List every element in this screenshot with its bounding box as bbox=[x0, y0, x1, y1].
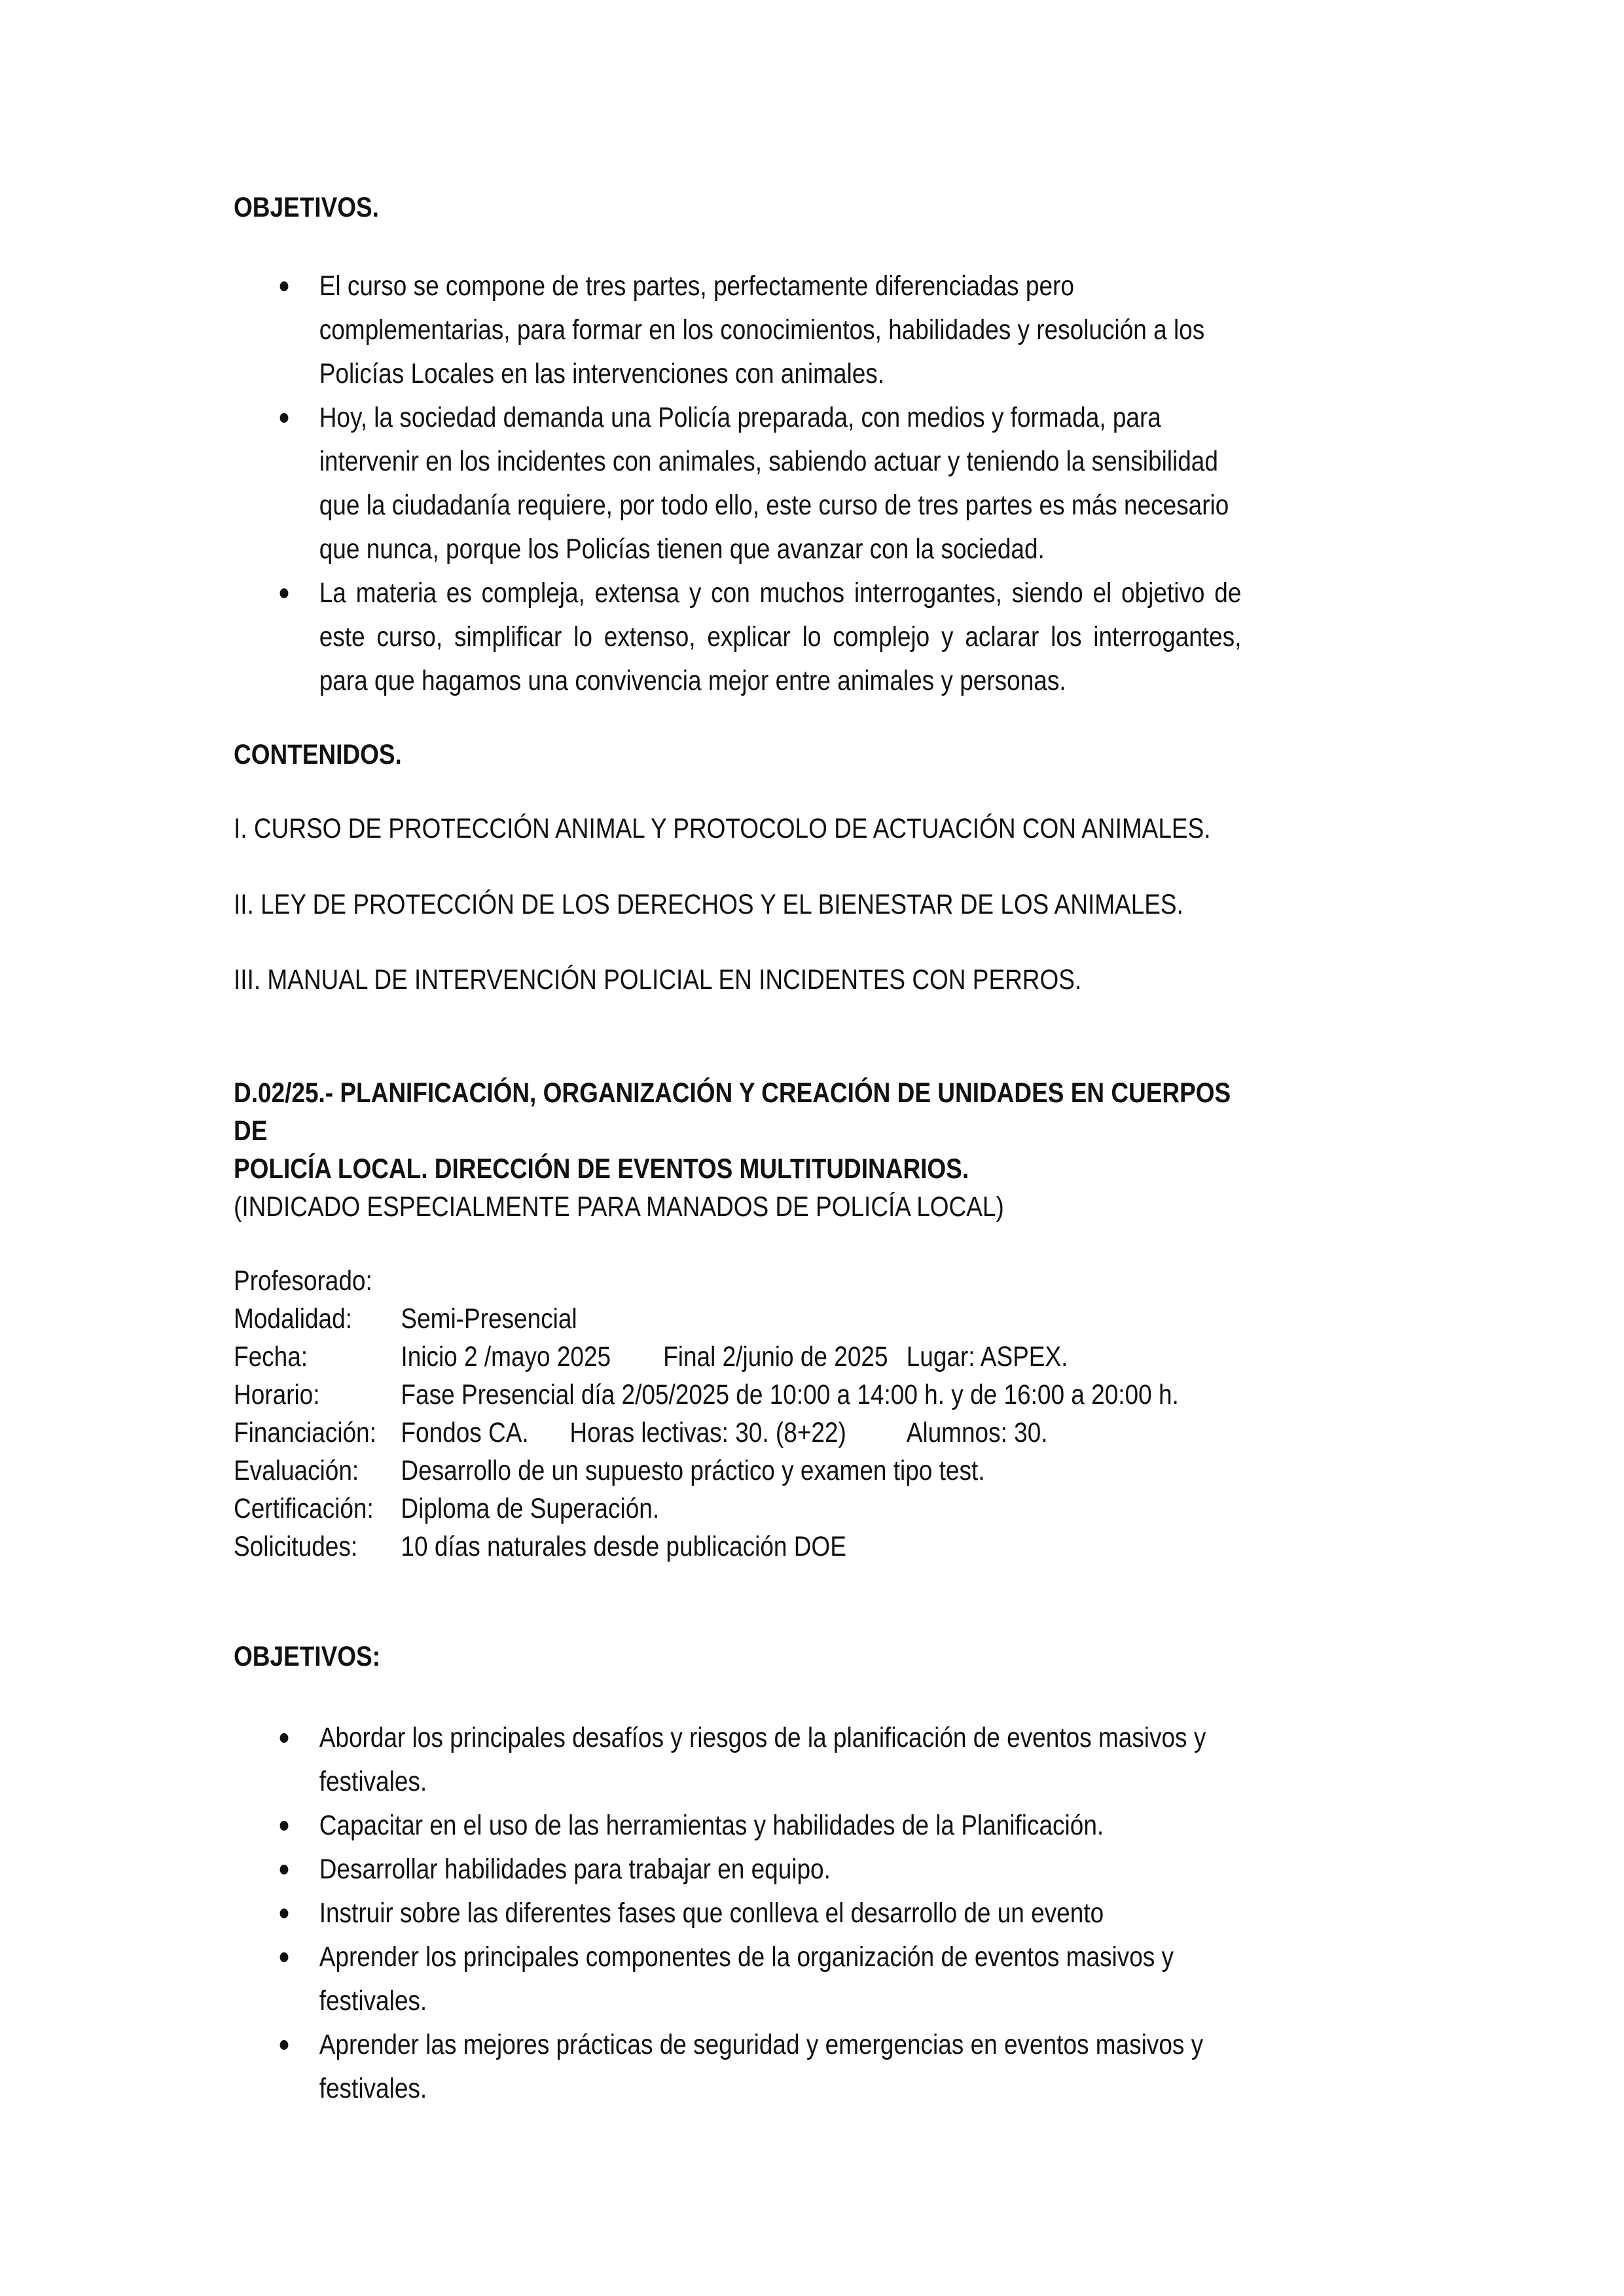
list-item: Aprender los principales componentes de la organización de eventos masivos y festivales. bbox=[234, 1935, 1241, 2023]
info-value: Inicio 2 /mayo 2025 bbox=[401, 1341, 611, 1372]
bullet-icon bbox=[280, 1821, 289, 1831]
info-label: Horario: bbox=[234, 1379, 320, 1410]
info-value: Alumnos: 30. bbox=[906, 1417, 1048, 1448]
course-subtitle: (INDICADO ESPECIALMENTE PARA MANADOS DE POLICÍA LOCAL) bbox=[234, 1191, 1004, 1223]
contenido-item: I. CURSO DE PROTECCIÓN ANIMAL Y PROTOCOLO DE ACTUACIÓN CON ANIMALES. bbox=[234, 813, 1211, 844]
info-value: Lugar: ASPEX. bbox=[906, 1341, 1068, 1372]
info-row-solicitudes bbox=[234, 1528, 1241, 1566]
bullet-list bbox=[234, 264, 1241, 703]
bullet-list bbox=[234, 1716, 1241, 2111]
bullet-icon bbox=[280, 588, 289, 598]
info-label: Evaluación: bbox=[234, 1455, 359, 1486]
info-row-profesorado bbox=[234, 1262, 1241, 1300]
contenido-item: III. MANUAL DE INTERVENCIÓN POLICIAL EN INCIDENTES CON PERROS. bbox=[234, 964, 1082, 996]
bullet-icon bbox=[280, 281, 289, 291]
info-label: Financiación: bbox=[234, 1417, 376, 1448]
section-heading: OBJETIVOS: bbox=[234, 1641, 380, 1672]
list-item: Capacitar en el uso de las herramientas y habilidades de la Planificación. bbox=[234, 1804, 1241, 1848]
bullet-icon bbox=[280, 1865, 289, 1874]
list-item: El curso se compone de tres partes, perfectamente diferenciadas pero complementarias, para formar en los conocimientos, habilidades y resolución a los Policías Locales en las intervenciones con animales. bbox=[234, 264, 1241, 396]
bullet-icon bbox=[280, 413, 289, 423]
info-row-modalidad bbox=[234, 1300, 1241, 1338]
objetivos-section-2 bbox=[234, 1638, 1241, 2111]
objetivos-section-1 bbox=[234, 188, 1241, 703]
info-row-evaluacion bbox=[234, 1452, 1241, 1490]
list-item: Hoy, la sociedad demanda una Policía preparada, con medios y formada, para intervenir en los incidentes con animales, sabiendo actuar y teniendo la sensibilidad que la ciudadanía requiere, por todo ello, este curso de tres partes es más necesario que nunca, porque los Policías tienen que avanzar con la sociedad. bbox=[234, 396, 1241, 571]
section-heading: OBJETIVOS. bbox=[234, 192, 379, 223]
contenido-item: II. LEY DE PROTECCIÓN DE LOS DERECHOS Y EL BIENESTAR DE LOS ANIMALES. bbox=[234, 889, 1183, 920]
info-label: Certificación: bbox=[234, 1493, 374, 1524]
info-row-financiacion bbox=[234, 1414, 1241, 1452]
info-row-horario bbox=[234, 1376, 1241, 1414]
info-value: Diploma de Superación. bbox=[401, 1493, 660, 1524]
list-item: Instruir sobre las diferentes fases que conlleva el desarrollo de un evento bbox=[234, 1892, 1241, 1935]
bullet-icon bbox=[280, 2040, 289, 2050]
bullet-icon bbox=[280, 1952, 289, 1962]
bullet-icon bbox=[280, 1909, 289, 1918]
info-label: Modalidad: bbox=[234, 1303, 352, 1335]
info-value: Desarrollo de un supuesto práctico y examen tipo test. bbox=[401, 1455, 985, 1486]
contenidos-section bbox=[234, 736, 1241, 999]
section-heading: CONTENIDOS. bbox=[234, 739, 402, 770]
list-item: Desarrollar habilidades para trabajar en equipo. bbox=[234, 1848, 1241, 1892]
info-row-certificacion bbox=[234, 1490, 1241, 1528]
info-value: Final 2/junio de 2025 bbox=[663, 1341, 888, 1372]
list-item: La materia es compleja, extensa y con muchos interrogantes, siendo el objetivo de este curso, simplificar lo extenso, explicar lo complejo y aclarar los interrogantes, para que hagamos una convivencia mejor entre animales y personas. bbox=[234, 571, 1241, 703]
info-value: Horas lectivas: 30. (8+22) bbox=[569, 1417, 846, 1448]
list-item: Aprender las mejores prácticas de seguridad y emergencias en eventos masivos y festivales. bbox=[234, 2023, 1241, 2111]
info-value: Fondos CA. bbox=[401, 1417, 529, 1448]
course-info-table bbox=[234, 1262, 1241, 1566]
info-row-fecha bbox=[234, 1338, 1241, 1376]
info-label: Solicitudes: bbox=[234, 1531, 358, 1562]
page-content bbox=[234, 188, 1405, 2111]
list-item: Abordar los principales desafíos y riesgos de la planificación de eventos masivos y festivales. bbox=[234, 1716, 1241, 1804]
info-label: Profesorado: bbox=[234, 1265, 372, 1297]
info-value: 10 días naturales desde publicación DOE bbox=[401, 1531, 846, 1562]
course-header bbox=[234, 1074, 1241, 1226]
info-label: Fecha: bbox=[234, 1341, 308, 1372]
bullet-icon bbox=[280, 1733, 289, 1743]
info-value: Semi-Presencial bbox=[401, 1303, 577, 1335]
info-value: Fase Presencial día 2/05/2025 de 10:00 a 14:00 h. y de 16:00 a 20:00 h. bbox=[401, 1379, 1179, 1410]
course-title: D.02/25.- PLANIFICACIÓN, ORGANIZACIÓN Y CREACIÓN DE UNIDADES EN CUERPOS DE POLICÍA LOCAL. DIRECCIÓN DE EVENTOS MULTITUDINARIOS. bbox=[234, 1077, 1231, 1185]
